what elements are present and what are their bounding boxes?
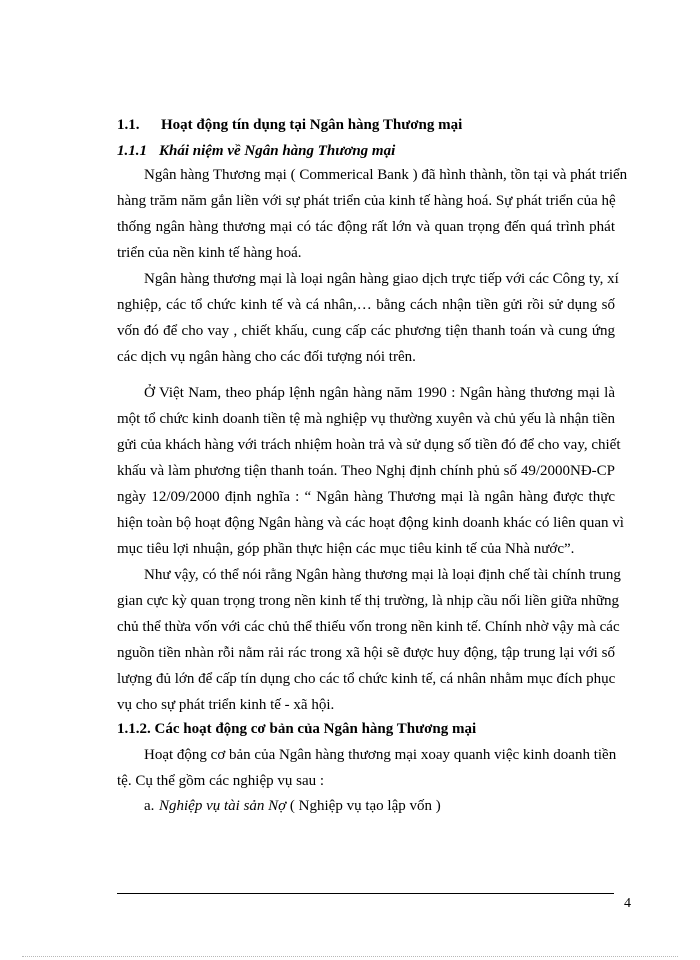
- paragraph-5-line: Hoạt động cơ bản của Ngân hàng thương mại xoay quanh việc kinh doanh tiền: [144, 747, 617, 763]
- section-title: Hoạt động tín dụng tại Ngân hàng Thương mại: [161, 117, 463, 133]
- paragraph-3-line: mục tiêu lợi nhuận, góp phần thực hiện các mục tiêu kinh tế của Nhà nước”.: [117, 541, 575, 557]
- section-number: 1.1.: [117, 117, 140, 133]
- paragraph-4-line: vụ cho sự phát triển kinh tế - xã hội.: [117, 697, 335, 713]
- subsection-2-title: 1.1.2. Các hoạt động cơ bản của Ngân hàng Thương mại: [117, 721, 477, 737]
- paragraph-3-line: ngày 12/09/2000 định nghĩa : “ Ngân hàng Thương mại là ngân hàng được thực: [117, 489, 615, 505]
- paragraph-4-line: chủ thể thừa vốn với các chủ thể thiếu vốn trong nền kinh tế. Chính nhờ vậy mà các: [117, 619, 620, 635]
- paragraph-2-line: các dịch vụ ngân hàng cho các đối tượng nói trên.: [117, 349, 416, 365]
- paragraph-2-line: Ngân hàng thương mại là loại ngân hàng giao dịch trực tiếp với các Công ty, xí: [144, 271, 619, 287]
- paragraph-4-line: lượng đủ lớn để cấp tín dụng cho các tổ chức kinh tế, cá nhân nhằm mục đích phục: [117, 671, 616, 687]
- subsection-1-number: 1.1.1: [117, 143, 147, 159]
- paragraph-3-line: gửi của khách hàng với trách nhiệm hoàn trả và sử dụng số tiền đó để cho vay, chiết: [117, 437, 621, 453]
- list-item-a: [144, 796, 154, 816]
- paragraph-1-line: hàng trăm năm gắn liền với sự phát triển của kinh tế hàng hoá. Sự phát triển của hệ: [117, 193, 616, 209]
- paragraph-4-line: Như vậy, có thể nói rằng Ngân hàng thương mại là loại định chế tài chính trung: [144, 567, 621, 583]
- paragraph-4-line: gian cực kỳ quan trọng trong nền kinh tế thị trường, là nhịp cầu nối liền giữa những: [117, 593, 620, 609]
- paragraph-3-line: hiện toàn bộ hoạt động Ngân hàng và các hoạt động kinh doanh khác có liên quan vì: [117, 515, 624, 531]
- paragraph-2-line: vốn đó để cho vay , chiết khấu, cung cấp các phương tiện thanh toán và cung ứng: [117, 323, 615, 339]
- paragraph-5-line: tệ. Cụ thể gồm các nghiệp vụ sau :: [117, 773, 325, 789]
- footer-rule: [117, 893, 614, 894]
- paragraph-3-line: Ở Việt Nam, theo pháp lệnh ngân hàng năm 1990 : Ngân hàng thương mại là: [144, 385, 615, 401]
- list-item-rest-text: ( Nghiệp vụ tạo lập vốn ): [286, 798, 441, 814]
- paragraph-1-line: Ngân hàng Thương mại ( Commerical Bank ) đã hình thành, tồn tại và phát triển: [144, 167, 628, 183]
- page-bottom-border: [22, 956, 678, 957]
- list-marker: a.: [144, 798, 155, 814]
- paragraph-2-line: nghiệp, các tổ chức kinh tế và cá nhân,… bằng cách nhận tiền gửi rồi sử dụng số: [117, 297, 615, 313]
- paragraph-1-line: triển của nền kinh tế hàng hoá.: [117, 245, 302, 261]
- page-number: 4: [624, 896, 631, 911]
- paragraph-3-line: một tổ chức kinh doanh tiền tệ mà nghiệp vụ thường xuyên và chủ yếu là nhận tiền: [117, 411, 615, 427]
- section-heading: [117, 115, 140, 135]
- paragraph-4-line: nguồn tiền nhàn rỗi nằm rải rác trong xã hội sẽ được huy động, tập trung lại với số: [117, 645, 615, 661]
- list-item-a-text: [159, 796, 441, 816]
- subsection-1-title: Khái niệm về Ngân hàng Thương mại: [159, 143, 396, 159]
- list-item-italic-text: Nghiệp vụ tài sản Nợ: [159, 798, 287, 814]
- paragraph-1-line: thống ngân hàng thương mại có tác động rất lớn và quan trọng đến quá trình phát: [117, 219, 615, 235]
- paragraph-3-line: khấu và làm phương tiện thanh toán. Theo Nghị định chính phủ số 49/2000NĐ-CP: [117, 463, 615, 479]
